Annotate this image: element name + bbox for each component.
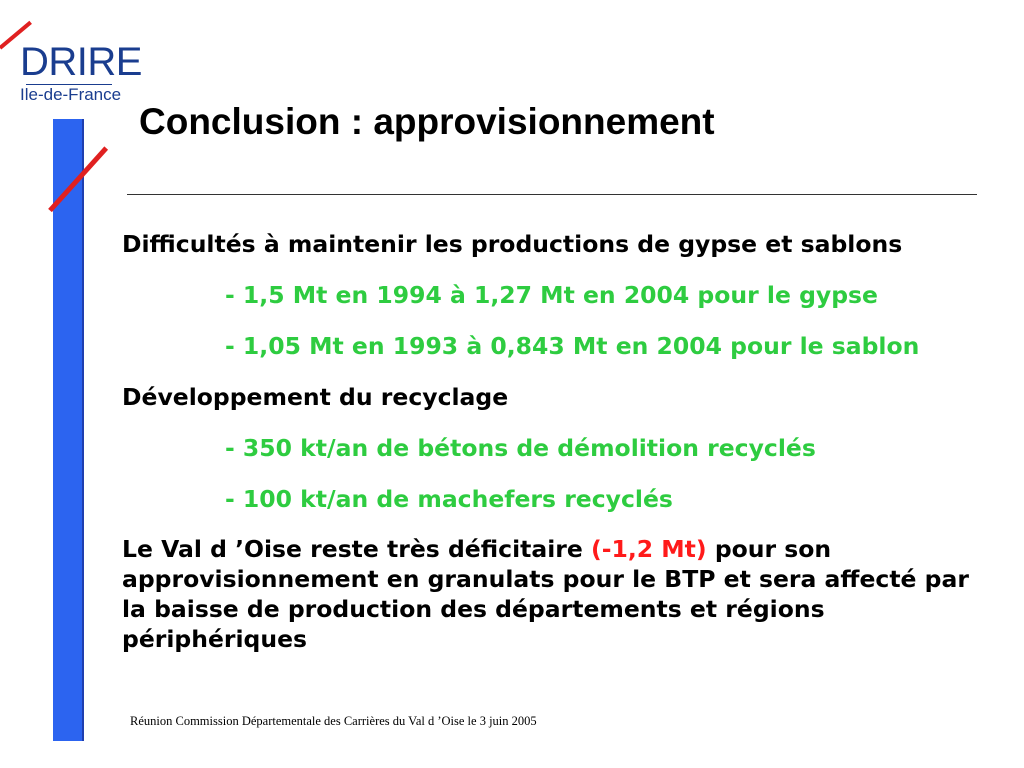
- slide-title: Conclusion : approvisionnement: [139, 101, 715, 142]
- deficit-highlight: (-1,2 Mt): [590, 535, 707, 563]
- slide-body: [122, 228, 992, 654]
- side-blue-bar: [53, 119, 82, 741]
- title-underline: [127, 194, 977, 195]
- bullet-machefers: - 100 kt/an de machefers recyclés: [225, 485, 673, 513]
- side-bar-edge: [82, 119, 84, 741]
- slide-footer: Réunion Commission Départementale des Carrières du Val d ’Oise le 3 juin 2005: [130, 714, 537, 728]
- heading-recyclage: Développement du recyclage: [122, 383, 509, 411]
- conclusion-paragraph: [122, 534, 992, 654]
- bullet-sablon: - 1,05 Mt en 1993 à 0,843 Mt en 2004 pour le sablon: [225, 332, 920, 360]
- bullet-gypse: - 1,5 Mt en 1994 à 1,27 Mt en 2004 pour le gypse: [225, 281, 878, 309]
- logo-subtitle: Ile-de-France: [20, 85, 122, 104]
- logo-wordmark: DRIRE: [20, 40, 142, 84]
- bullet-betons: - 350 kt/an de bétons de démolition recyclés: [225, 434, 816, 462]
- paragraph-start: Le Val d ’Oise reste très déficitaire: [122, 535, 591, 563]
- paragraph-end: pour son approvisionnement en granulats pour le BTP et sera affecté par la baisse de production des départements et régions périphériques: [122, 535, 969, 653]
- heading-production: Difficultés à maintenir les productions de gypse et sablons: [122, 230, 903, 258]
